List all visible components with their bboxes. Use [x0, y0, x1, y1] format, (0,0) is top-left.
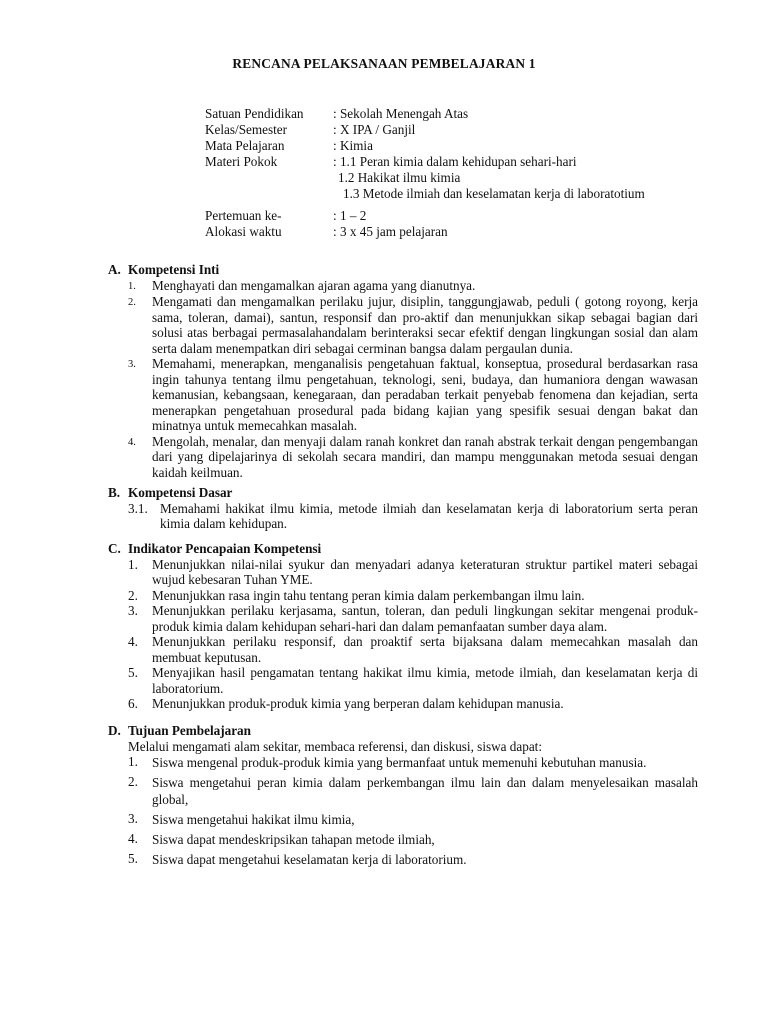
section-kompetensi-dasar	[108, 485, 698, 532]
identity-block	[205, 106, 705, 240]
materi-sub-item: 1.3 Metode ilmiah dan keselamatan kerja di laboratotium	[343, 186, 645, 201]
item-text: Siswa mengetahui hakikat ilmu kimia,	[152, 812, 355, 827]
info-label: Materi Pokok	[205, 154, 278, 169]
list-item	[128, 501, 698, 532]
list-item	[128, 294, 698, 356]
item-number: 2.	[128, 587, 138, 603]
info-row-materi	[205, 154, 705, 170]
materi-sub-item: 1.2 Hakikat ilmu kimia	[338, 170, 461, 185]
list-item	[128, 811, 698, 828]
info-label: Pertemuan ke-	[205, 208, 282, 223]
info-value: : X IPA / Ganjil	[333, 122, 416, 137]
item-text: Siswa dapat mendeskripsikan tahapan metode ilmiah,	[152, 832, 435, 847]
section-indikator	[108, 541, 698, 712]
list-item	[128, 754, 698, 771]
section-heading	[108, 485, 698, 501]
item-text: Mengolah, menalar, dan menyaji dalam ranah konkret dan ranah abstrak terkait dengan pengembangan dari yang dipelajarinya di sekolah secara mandiri, dan mampu menggunakan metoda sesuai dengan kaidah keilmuan.	[152, 433, 698, 480]
item-text: Menunjukkan nilai-nilai syukur dan menyadari adanya keteraturan struktur partikel materi sebagai wujud kebesaran Tuhan YME.	[152, 556, 698, 587]
info-row-alokasi	[205, 224, 705, 240]
list-item	[128, 774, 698, 808]
info-label: Kelas/Semester	[205, 122, 288, 137]
info-row-satuan	[205, 106, 705, 122]
item-text: Memahami hakikat ilmu kimia, metode ilmiah dan keselamatan kerja di laboratorium serta peran kimia dalam kehidupan.	[160, 500, 698, 531]
section-tujuan	[108, 723, 698, 871]
section-heading	[108, 262, 698, 278]
item-number: 5.	[128, 665, 138, 680]
list-item	[128, 356, 698, 434]
info-row-pertemuan	[205, 208, 705, 224]
section-title: Tujuan Pembelajaran	[128, 723, 251, 738]
info-value: : 3 x 45 jam pelajaran	[333, 224, 448, 239]
item-text: Menunjukkan perilaku kerjasama, santun, toleran, dan peduli lingkungan sekitar mengenai produk-produk kimia dalam kehidupan sehari-hari dan dalam pemanfaatan sumber daya alam.	[152, 603, 698, 634]
item-text: Siswa dapat mengetahui keselamatan kerja di laboratorium.	[152, 852, 467, 867]
list-item	[128, 278, 698, 295]
section-letter: D.	[108, 723, 121, 738]
item-text: Siswa mengetahui peran kimia dalam perkembangan ilmu lain dan dalam menyelesaikan masalah global,	[152, 775, 698, 807]
info-value: : 1.1 Peran kimia dalam kehidupan sehari-hari	[333, 154, 577, 169]
item-text: Menghayati dan mengamalkan ajaran agama yang dianutnya.	[152, 277, 476, 293]
item-number: 2.	[128, 297, 136, 308]
item-number: 3.	[128, 811, 138, 826]
info-label: Alokasi waktu	[205, 224, 282, 239]
info-row-kelas	[205, 122, 705, 138]
info-value: : Sekolah Menengah Atas	[333, 106, 469, 121]
section-letter: B.	[108, 485, 121, 500]
item-text: Memahami, menerapkan, menganalisis pengetahuan faktual, konseptua, prosedural berdasarkan rasa ingin tahunya tentang ilmu pengetahuan, teknologi, seni, budaya, dan humaniora dengan wawasan kemanusian, kebangsaan, kenegaraan, dan peradaban terkait penyebab fenomena dan kejadian, serta menerapkan pengetahuan prosedural pada bidang kajian yang spesifik sesuai dengan bakat dan minatnya untuk memecahkan masalah.	[152, 356, 698, 433]
item-number: 1.	[128, 280, 136, 292]
document-title: RENCANA PELAKSANAAN PEMBELAJARAN 1	[232, 56, 536, 71]
list-item	[128, 665, 698, 696]
info-label: Mata Pelajaran	[205, 138, 285, 153]
item-text: Menunjukkan rasa ingin tahu tentang peran kimia dalam perkembangan ilmu lain.	[152, 587, 585, 603]
item-text: Menunjukkan perilaku responsif, dan proaktif serta bijaksana dalam memecahkan masalah dan membuat keputusan.	[152, 634, 698, 665]
info-label: Satuan Pendidikan	[205, 106, 304, 121]
list-item	[128, 603, 698, 634]
item-text: Mengamati dan mengamalkan perilaku jujur, disiplin, tanggungjawab, peduli ( gotong royong, kerja sama, toleran, damai), santun, responsif dan pro-aktif dan menunjukkan sikap sebagai bagian dari solusi atas berbagai permasalahandalam berinteraksi secar efektif dengan lingkungan sosial dan alam serta dalam menempatkan diri sebagai cerminan bangsa dalam pergaulan dunia.	[152, 294, 698, 356]
section-letter: C.	[108, 541, 121, 556]
list-item	[128, 588, 698, 604]
item-number: 1.	[128, 556, 138, 572]
item-number: 4.	[128, 436, 136, 448]
info-value: : Kimia	[333, 138, 373, 153]
item-text: Menyajikan hasil pengamatan tentang hakikat ilmu kimia, metode ilmiah, dan keselamatan kerja di laboratorium.	[152, 665, 698, 696]
list-item	[128, 634, 698, 665]
item-number: 1.	[128, 754, 138, 769]
list-item	[128, 696, 698, 712]
item-number: 3.	[128, 603, 138, 618]
item-number: 3.1.	[128, 500, 148, 516]
item-number: 4.	[128, 634, 138, 649]
section-kompetensi-inti	[108, 262, 698, 480]
section-title: Indikator Pencapaian Kompetensi	[128, 541, 322, 556]
item-number: 2.	[128, 774, 138, 789]
item-number: 3.	[128, 359, 136, 370]
section-title: Kompetensi Inti	[128, 262, 220, 277]
list-item	[128, 434, 698, 481]
info-value: : 1 – 2	[333, 208, 367, 223]
list-item	[128, 831, 698, 848]
list-item	[128, 851, 698, 868]
section-title: Kompetensi Dasar	[128, 485, 233, 500]
item-number: 5.	[128, 851, 138, 866]
section-letter: A.	[108, 262, 121, 277]
section-heading	[108, 541, 698, 557]
section-heading	[108, 723, 698, 739]
item-text: Siswa mengenal produk-produk kimia yang bermanfaat untuk memenuhi kebutuhan manusia.	[152, 755, 647, 770]
item-text: Menunjukkan produk-produk kimia yang berperan dalam kehidupan manusia.	[152, 696, 564, 711]
list-item	[128, 557, 698, 588]
item-number: 4.	[128, 831, 138, 846]
section-intro: Melalui mengamati alam sekitar, membaca referensi, dan diskusi, siswa dapat:	[128, 738, 543, 754]
item-number: 6.	[128, 696, 138, 711]
info-row-mapel	[205, 138, 705, 154]
